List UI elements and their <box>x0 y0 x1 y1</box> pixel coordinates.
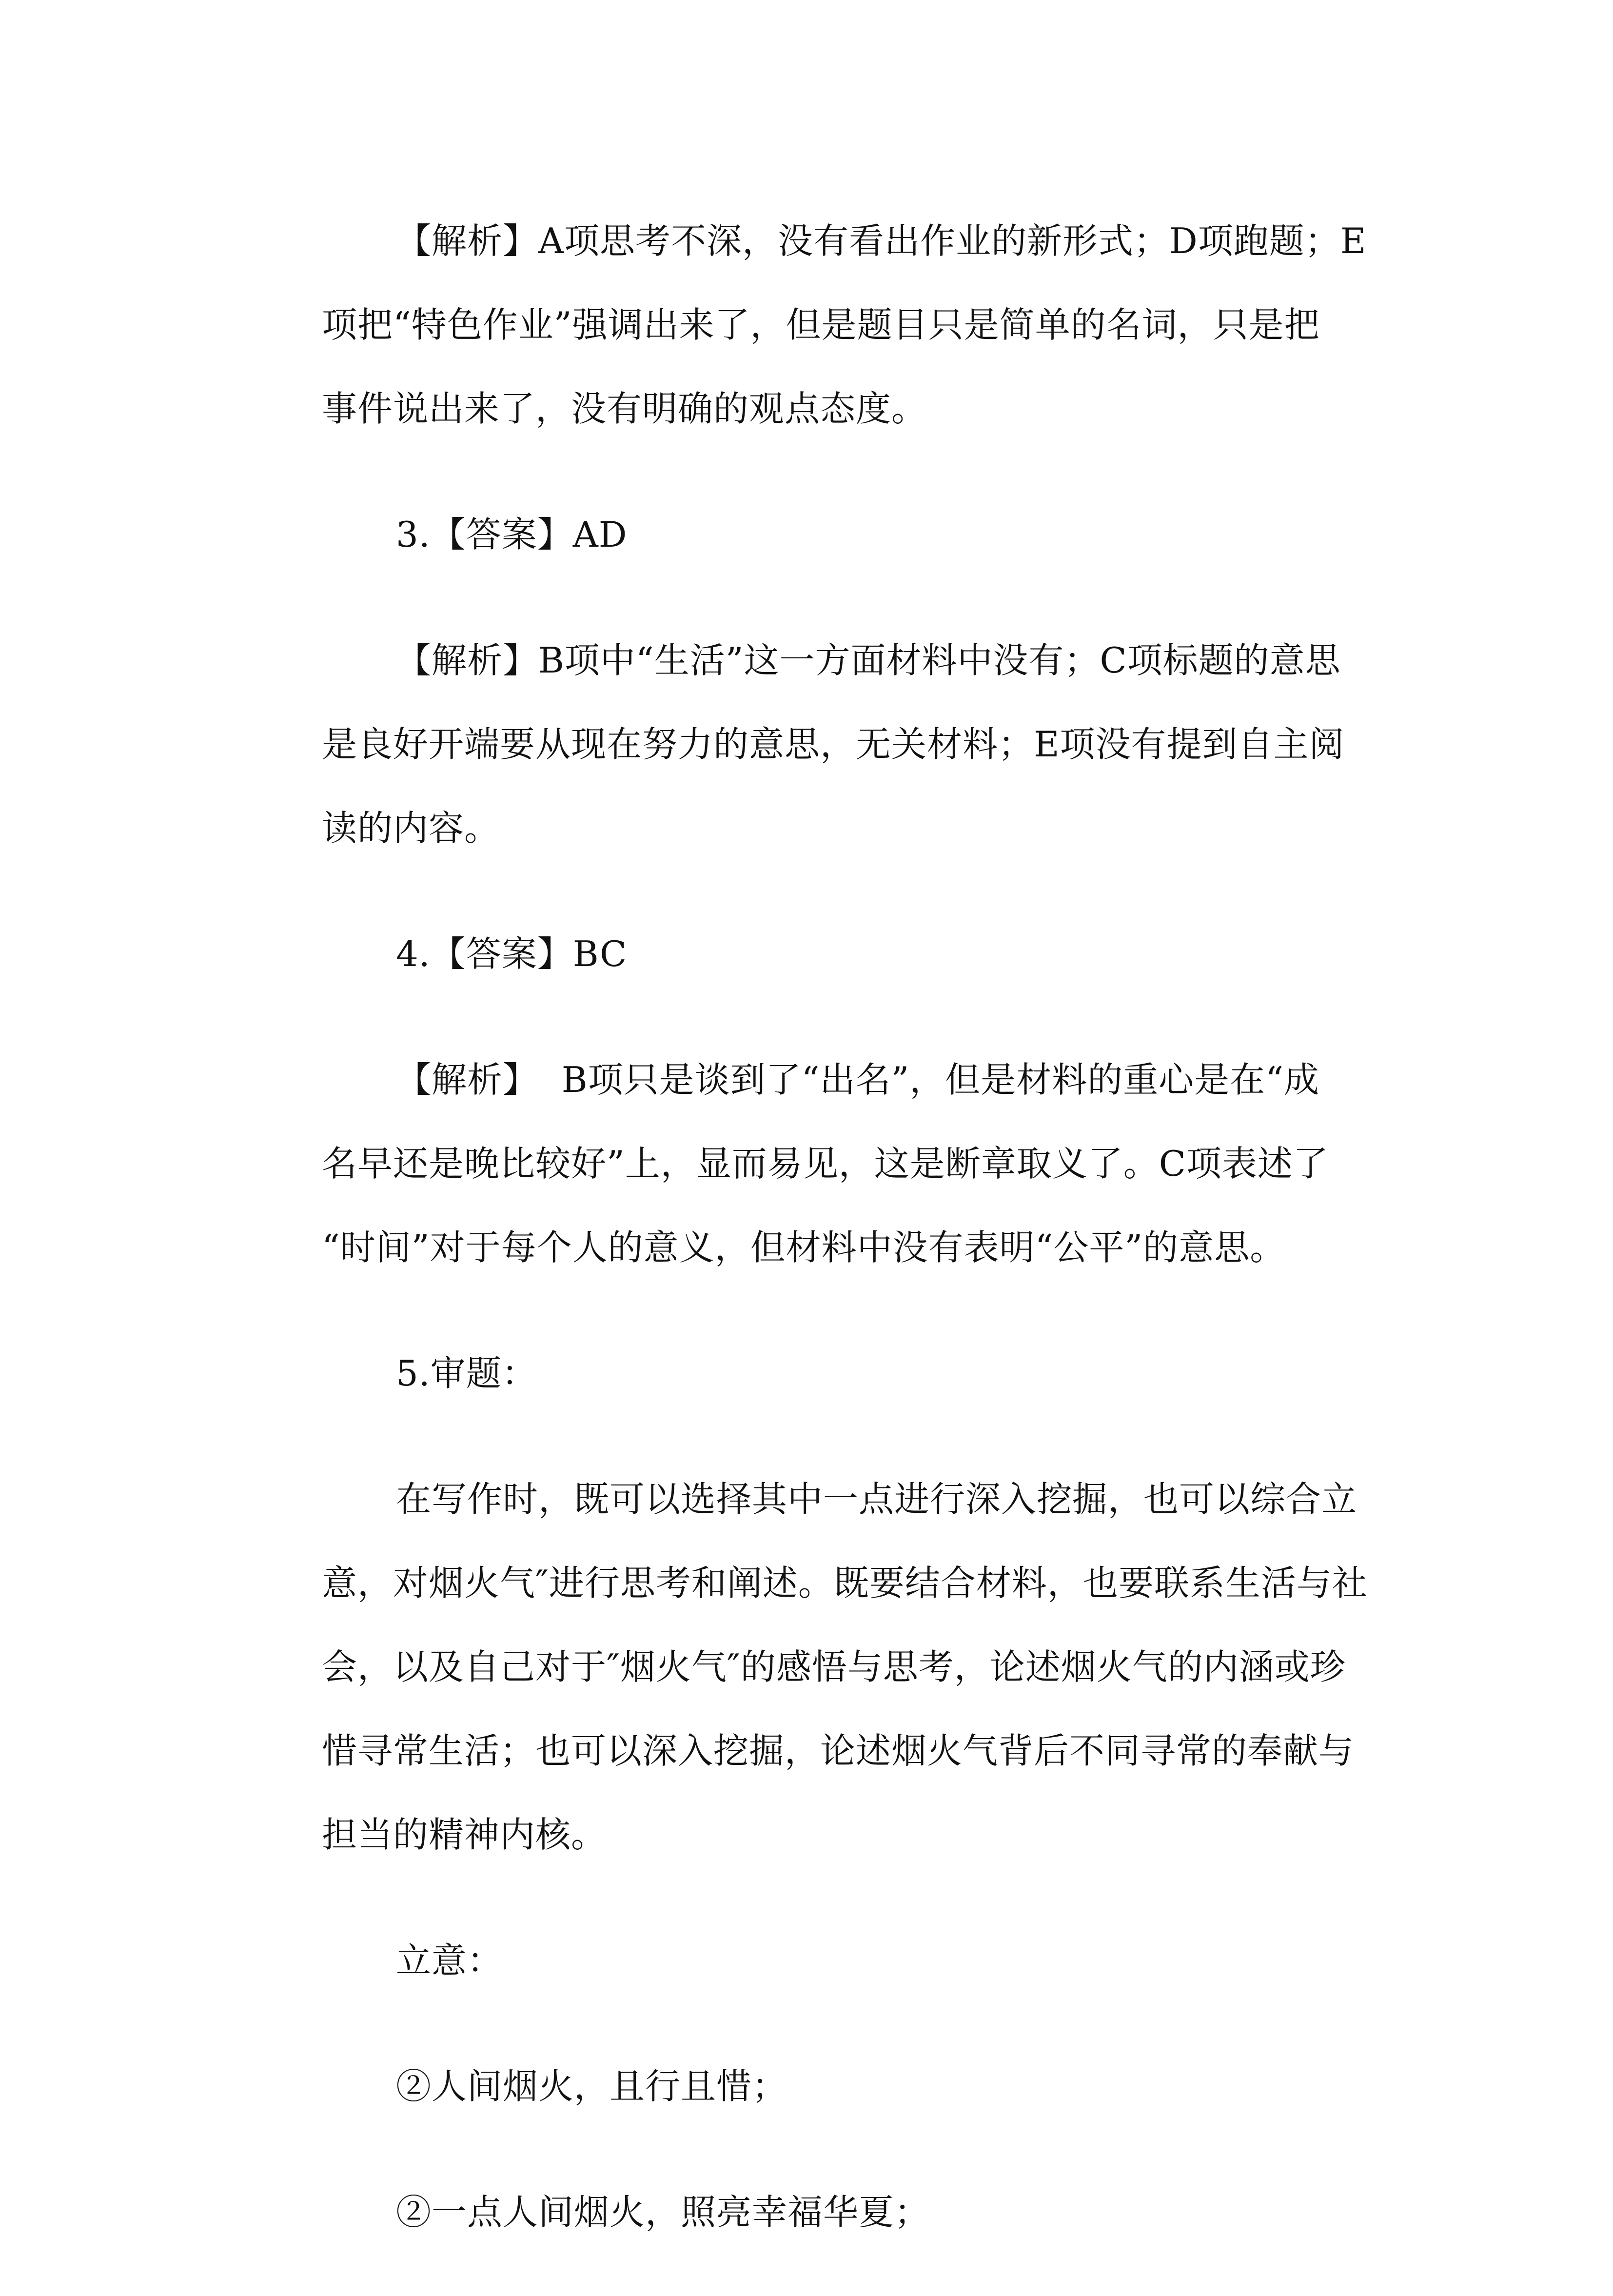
intent-heading <box>248 1919 1379 2002</box>
text-line: 名早还是晚比较好”上，显而易见，这是断章取义了。C项表述了 <box>322 1143 1329 1184</box>
question-5-heading <box>248 1331 1379 1415</box>
text-line: “时间”对于每个人的意义，但材料中没有表明“公平”的意思。 <box>322 1227 1286 1268</box>
text-line: 项把“特色作业”强调出来了，但是题目只是简单的名词，只是把 <box>322 304 1320 345</box>
text-line: 惜寻常生活；也可以深入挖掘，论述烟火气背后不同寻常的奉献与 <box>322 1730 1355 1771</box>
text-line: 4.【答案】BC <box>396 933 628 974</box>
text-line: 会，以及自己对于″烟火气″的感悟与思考，论述烟火气的内涵或珍 <box>322 1646 1346 1687</box>
document-body <box>248 199 1379 2296</box>
text-line: 【解析】A项思考不深，没有看出作业的新形式；D项跑题；E <box>396 220 1367 261</box>
text-line: 在写作时，既可以选择其中一点进行深入挖掘，也可以综合立 <box>396 1479 1357 1520</box>
question-5-paragraph <box>248 1457 1379 1877</box>
analysis-paragraph-4 <box>248 1038 1379 1289</box>
text-line: 【解析】B项中“生活”这一方面材料中没有；C项标题的意思 <box>396 640 1341 681</box>
text-line: ②人间烟火，且行且惜； <box>396 2066 788 2107</box>
text-line: 是良好开端要从现在努力的意思，无关材料；E项没有提到自主阅 <box>322 724 1345 765</box>
text-line: 担当的精神内核。 <box>322 1814 607 1855</box>
text-line: 立意： <box>396 1940 503 1981</box>
text-line: 【解析】 B项只是谈到了“出名”，但是材料的重心是在“成 <box>396 1059 1320 1100</box>
intent-item-2 <box>248 2170 1379 2254</box>
analysis-paragraph-3 <box>248 618 1379 870</box>
answer-3 <box>248 493 1379 576</box>
text-line: ②一点人间烟火，照亮幸福华夏； <box>396 2192 930 2233</box>
text-line: 读的内容。 <box>322 808 500 849</box>
text-line: 3.【答案】AD <box>396 514 628 555</box>
text-line: 事件说出来了，没有明确的观点态度。 <box>322 388 927 429</box>
intent-item-1 <box>248 2044 1379 2128</box>
text-line: 意，对烟火气″进行思考和阐述。既要结合材料，也要联系生活与社 <box>322 1563 1368 1603</box>
answer-4 <box>248 912 1379 996</box>
text-line: 5.审题： <box>396 1353 537 1394</box>
analysis-paragraph-2 <box>248 199 1379 451</box>
